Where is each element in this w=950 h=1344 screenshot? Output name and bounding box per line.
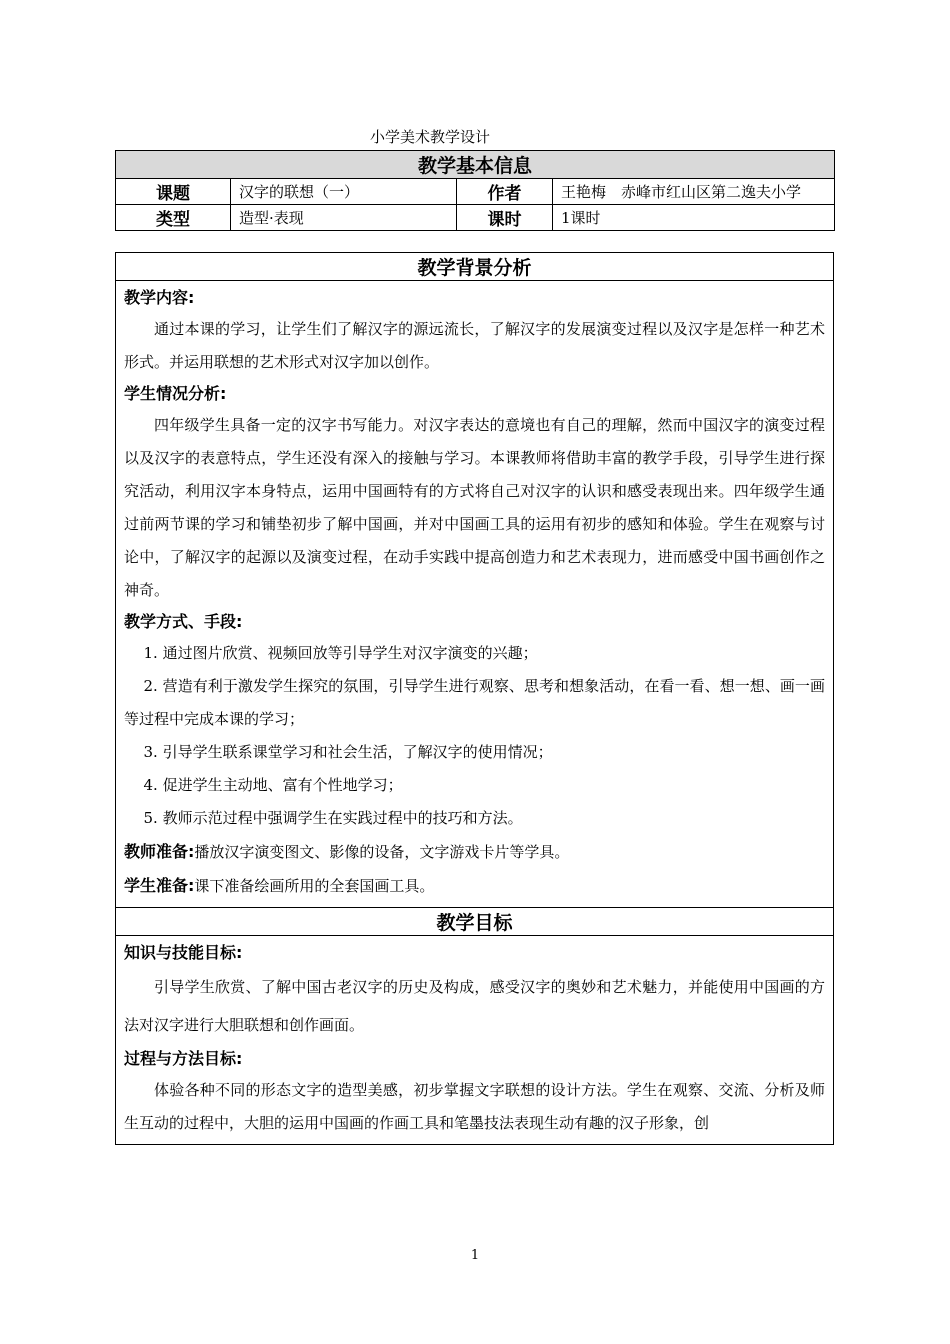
teaching-analysis-table [115, 252, 834, 1145]
basic-info-table [115, 150, 835, 231]
method-item: 1. 通过图片欣赏、视频回放等引导学生对汉字演变的兴趣； [143, 644, 538, 662]
goals-content [116, 936, 834, 1145]
background-content [116, 281, 834, 908]
type-label: 类型 [116, 205, 231, 231]
method-heading: 教学方式、手段: [124, 612, 243, 631]
author-value: 王艳梅 赤峰市红山区第二逸夫小学 [553, 179, 835, 205]
document-title: 小学美术教学设计 [369, 128, 490, 146]
student-prep-text: 课下准备绘画所用的全套国画工具。 [194, 877, 435, 895]
background-header: 教学背景分析 [116, 253, 834, 281]
method-item: 2. 营造有利于激发学生探究的氛围，引导学生进行观察、思考和想象活动，在看一看、想一想、画一画等过程中完成本课的学习； [124, 677, 825, 728]
method-item: 3. 引导学生联系课堂学习和社会生活，了解汉字的使用情况； [143, 743, 553, 761]
content-heading: 教学内容: [124, 288, 195, 307]
student-prep-line [124, 869, 825, 903]
goals-header: 教学目标 [116, 908, 834, 936]
content-paragraph: 通过本课的学习，让学生们了解汉字的源远流长，了解汉字的发展演变过程以及汉字是怎样一种艺术形式。并运用联想的艺术形式对汉字加以创作。 [124, 320, 825, 371]
basic-info-header: 教学基本信息 [116, 151, 835, 179]
author-label: 作者 [457, 179, 553, 205]
method-item: 5. 教师示范过程中强调学生在实践过程中的技巧和方法。 [143, 809, 523, 827]
student-analysis-heading: 学生情况分析: [124, 384, 227, 403]
process-goal-paragraph: 体验各种不同的形态文字的造型美感，初步掌握文字联想的设计方法。学生在观察、交流、分析及师生互动的过程中，大胆的运用中国画的作画工具和笔墨技法表现生动有趣的汉子形象，创 [124, 1081, 825, 1132]
knowledge-goal-heading: 知识与技能目标: [124, 943, 243, 962]
student-analysis-paragraph: 四年级学生具备一定的汉字书写能力。对汉字表达的意境也有自己的理解，然而中国汉字的演变过程以及汉字的表意特点，学生还没有深入的接触与学习。本课教师将借助丰富的教学手段，引导学生进行探究活动，利用汉字本身特点，运用中国画特有的方式将自己对汉字的认识和感受表现出来。四年级学生通过前两节课的学习和铺垫初步了解中国画，并对中国画工具的运用有初步的感知和体验。学生在观察与讨论中，了解汉字的起源以及演变过程，在动手实践中提高创造力和艺术表现力，进而感受中国书画创作之神奇。 [124, 416, 825, 599]
page-number: 1 [470, 1248, 480, 1263]
teacher-prep-label: 教师准备: [124, 842, 195, 861]
student-prep-label: 学生准备: [124, 876, 195, 895]
method-item: 4. 促进学生主动地、富有个性地学习； [143, 776, 403, 794]
hours-value: 1课时 [553, 205, 835, 231]
topic-value: 汉字的联想（一） [231, 179, 457, 205]
teacher-prep-line [124, 835, 825, 869]
process-goal-heading: 过程与方法目标: [124, 1049, 243, 1068]
type-value: 造型·表现 [231, 205, 457, 231]
hours-label: 课时 [457, 205, 553, 231]
knowledge-goal-paragraph: 引导学生欣赏、了解中国古老汉字的历史及构成，感受汉字的奥妙和艺术魅力，并能使用中国画的方法对汉字进行大胆联想和创作画面。 [124, 978, 825, 1034]
topic-label: 课题 [116, 179, 231, 205]
teacher-prep-text: 播放汉字演变图文、影像的设备，文字游戏卡片等学具。 [194, 843, 570, 861]
